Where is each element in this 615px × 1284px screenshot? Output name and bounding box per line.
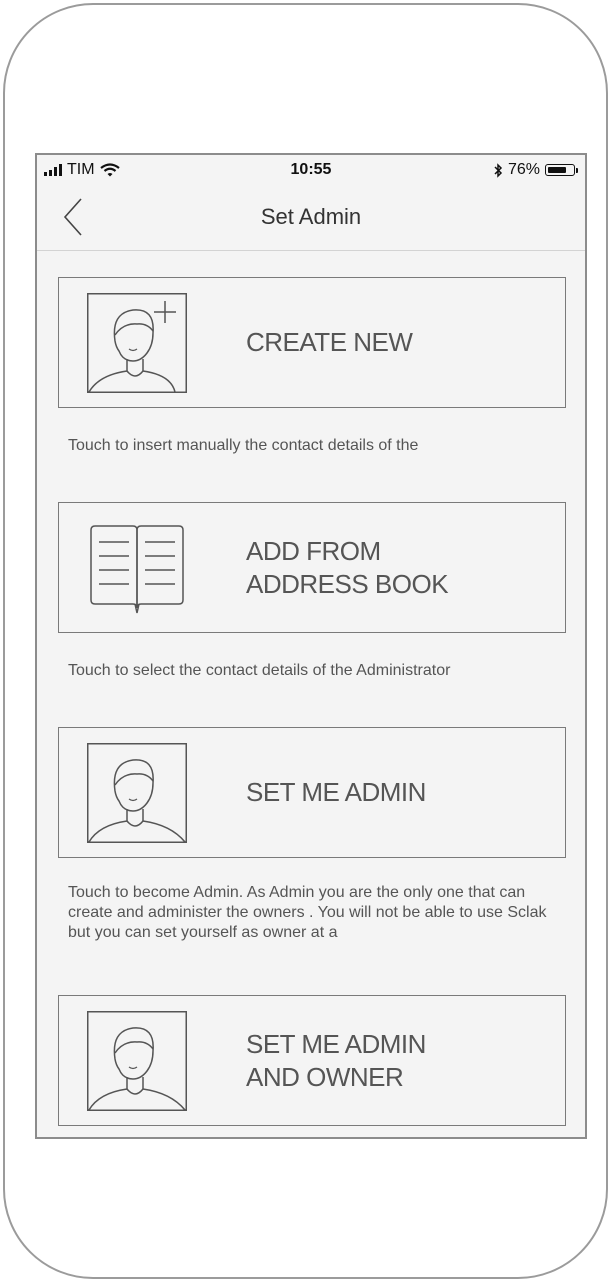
- add-from-address-book-button[interactable]: [58, 502, 566, 633]
- status-right: [493, 161, 575, 179]
- bluetooth-icon: [493, 163, 503, 178]
- add-from-address-book-label: ADD FROM ADDRESS BOOK: [246, 535, 449, 599]
- create-new-button[interactable]: [58, 277, 566, 408]
- clock: 10:55: [290, 161, 332, 178]
- set-me-admin-button[interactable]: [58, 727, 566, 858]
- status-bar: [37, 155, 585, 187]
- add-from-address-book-description: Touch to select the contact details of the Administrator: [68, 662, 451, 679]
- phone-frame: [3, 3, 608, 1279]
- app-screen: [35, 153, 587, 1139]
- set-me-admin-description: Touch to become Admin. As Admin you are the only one that can create and administer the owners . You will not be able to use Sclak but you can set yourself as owner at a: [68, 884, 547, 941]
- set-me-admin-label: SET ME ADMIN: [246, 777, 426, 807]
- page-title: Set Admin: [260, 204, 362, 229]
- create-new-label: CREATE NEW: [246, 327, 413, 357]
- address-book-icon: [87, 518, 187, 618]
- set-me-admin-and-owner-button[interactable]: [58, 995, 566, 1126]
- carrier-label: TIM: [67, 161, 95, 178]
- set-me-admin-and-owner-label: SET ME ADMIN AND OWNER: [246, 1028, 426, 1092]
- person-icon: [87, 743, 187, 843]
- create-new-description: Touch to insert manually the contact details of the: [68, 437, 419, 454]
- navigation-bar: [37, 187, 585, 251]
- person-add-icon: [87, 293, 187, 393]
- battery-icon: [545, 164, 575, 176]
- person-icon: [87, 1011, 187, 1111]
- battery-percent: 76%: [507, 161, 540, 178]
